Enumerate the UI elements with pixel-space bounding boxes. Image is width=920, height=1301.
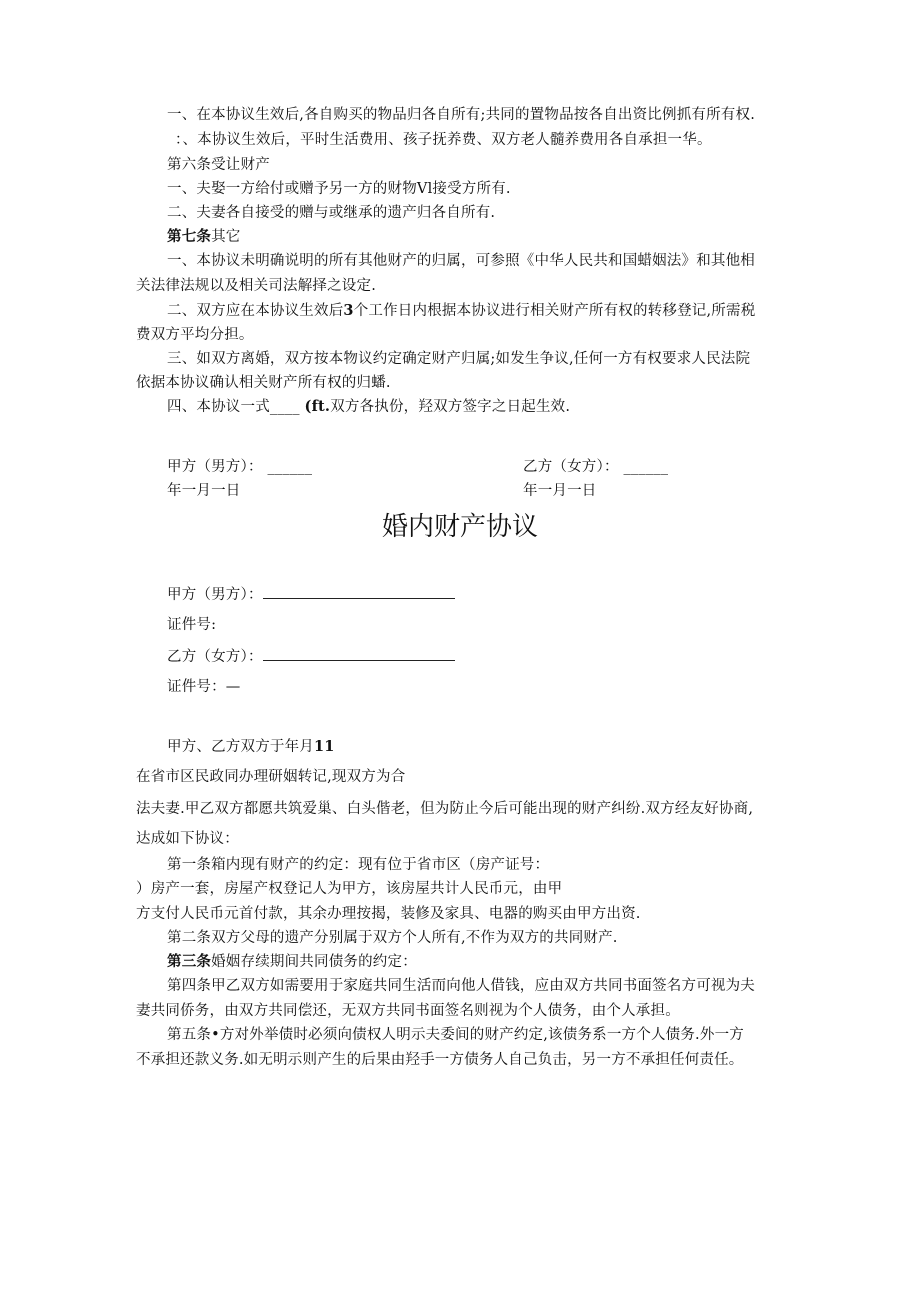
article-4-line-2: 妻共同侨务，由双方共同偿还，无双方共同书面签名则视为个人债务，由个人承担。 xyxy=(136,1003,680,1019)
body-line-1 xyxy=(167,737,335,757)
clause-line-7: 一、本协议未明确说明的所有其他财产的归属，可参照《中华人民共和国蜡姻法》和其他相 xyxy=(167,253,755,269)
article-6-heading: 第六条受让财产 xyxy=(167,157,270,173)
article-7-title: 其它 xyxy=(211,229,241,245)
article-7-heading xyxy=(167,227,241,247)
clause-line-10: 费双方平均分担。 xyxy=(136,327,254,343)
body-line-3: 法夫妻.甲乙双方都愿共筑爱巢、白头偕老，但为防止今后可能出现的财产纠纷.双方经友好协商, xyxy=(136,801,754,817)
clause-line-1: 一、在本协议生效后,各自购买的物品归各自所有;共同的置物品按各自出资比例抓有所有权. xyxy=(167,107,755,123)
clause-13-mark: (ft. xyxy=(304,398,331,415)
signature-party-b xyxy=(523,457,668,477)
clause-13a: 四、本协议一式 xyxy=(167,399,270,415)
party-b-row xyxy=(167,646,455,667)
article-7-label: 第七条 xyxy=(167,228,212,245)
party-b-label: 乙方（女方）： xyxy=(167,649,263,665)
article-3 xyxy=(167,952,417,972)
signature-b-blank: ______ xyxy=(623,459,669,475)
party-a-blank xyxy=(263,584,455,599)
signature-b-label: 乙方（女方）： xyxy=(523,459,619,475)
article-1-line-2: ）房产一套，房屋产权登记人为甲方，该房屋共计人民币元，由甲 xyxy=(136,881,563,897)
party-b-blank xyxy=(263,646,455,661)
date-b: 年一月一日 xyxy=(523,483,597,499)
party-a-label: 甲方（男方）： xyxy=(167,587,263,603)
clause-line-5: 二、夫妻各自接受的赠与或继承的遗产归各自所有. xyxy=(167,205,496,221)
article-2: 第二条双方父母的遗产分别属于双方个人所有,不作为双方的共同财产. xyxy=(167,930,618,946)
signature-party-a xyxy=(167,457,312,477)
date-a: 年一月一日 xyxy=(167,483,241,499)
article-4-line-1: 第四条甲乙双方如需要用于家庭共同生活而向他人借钱，应由双方共同书面签名方可视为夫 xyxy=(167,978,755,994)
clause-9-number: 3 xyxy=(343,302,354,319)
article-3-title: 婚姻存续期间共同债务的约定： xyxy=(211,954,417,970)
body-1b: 11 xyxy=(314,738,335,755)
article-1-line-3: 方支付人民币元首付款，其余办理按揭，装修及家具、电器的购买由甲方出资. xyxy=(136,906,641,922)
clause-13-blank: ____ xyxy=(269,399,300,415)
clause-9a: 二、双方应在本协议生效后 xyxy=(167,303,344,319)
clause-line-8: 关法律法规以及相关司法解择之设定. xyxy=(136,278,377,294)
article-5-line-2: 不承担还款义务.如无明示则产生的后果由羟手一方债务人自己负击，另一方不承担任何责任。 xyxy=(136,1052,744,1068)
clause-13d: 双方各执份，羟双方签字之日起生效. xyxy=(330,399,571,415)
body-line-4: 达成如下协议： xyxy=(136,831,239,847)
clause-line-2: ：、本协议生效后，平时生活费用、孩子抚养费、双方老人髓养费用各自承担一华。 xyxy=(175,132,712,148)
clause-9c: 个工作日内根据本协议进行相关财产所有权的转移登记,所需税 xyxy=(353,303,756,319)
party-a-id: 证件号: xyxy=(167,617,217,633)
body-line-2: 在省市区民政同办理研姻转记,现双方为合 xyxy=(136,769,406,785)
body-1a: 甲方、乙方双方于年月 xyxy=(167,739,314,755)
article-3-label: 第三条 xyxy=(167,953,212,970)
document-title: 婚内财产协议 xyxy=(381,512,538,542)
clause-line-12: 依据本协议确认相关财产所有权的归蟠. xyxy=(136,375,391,391)
clause-line-11: 三、如双方离婚，双方按本物议约定确定财产归属;如发生争议,任何一方有权要求人民法院 xyxy=(167,351,751,367)
clause-line-13 xyxy=(167,397,570,417)
article-1-line-1: 第一条箱内现有财产的约定：现有位于省市区（房产证号： xyxy=(167,857,550,873)
party-b-id: 证件号：— xyxy=(167,679,241,695)
signature-a-label: 甲方（男方）： xyxy=(167,459,263,475)
party-a-row xyxy=(167,584,455,605)
article-5-line-1: 第五条•方对外举债时必须向债权人明示夫委间的财产约定,该债务系一方个人债务.外一方 xyxy=(167,1027,744,1043)
clause-line-4: 一、夫娶一方给付或赠予另一方的财物Vl接受方所有. xyxy=(167,181,511,197)
signature-a-blank: ______ xyxy=(267,459,313,475)
clause-line-9 xyxy=(167,301,755,321)
